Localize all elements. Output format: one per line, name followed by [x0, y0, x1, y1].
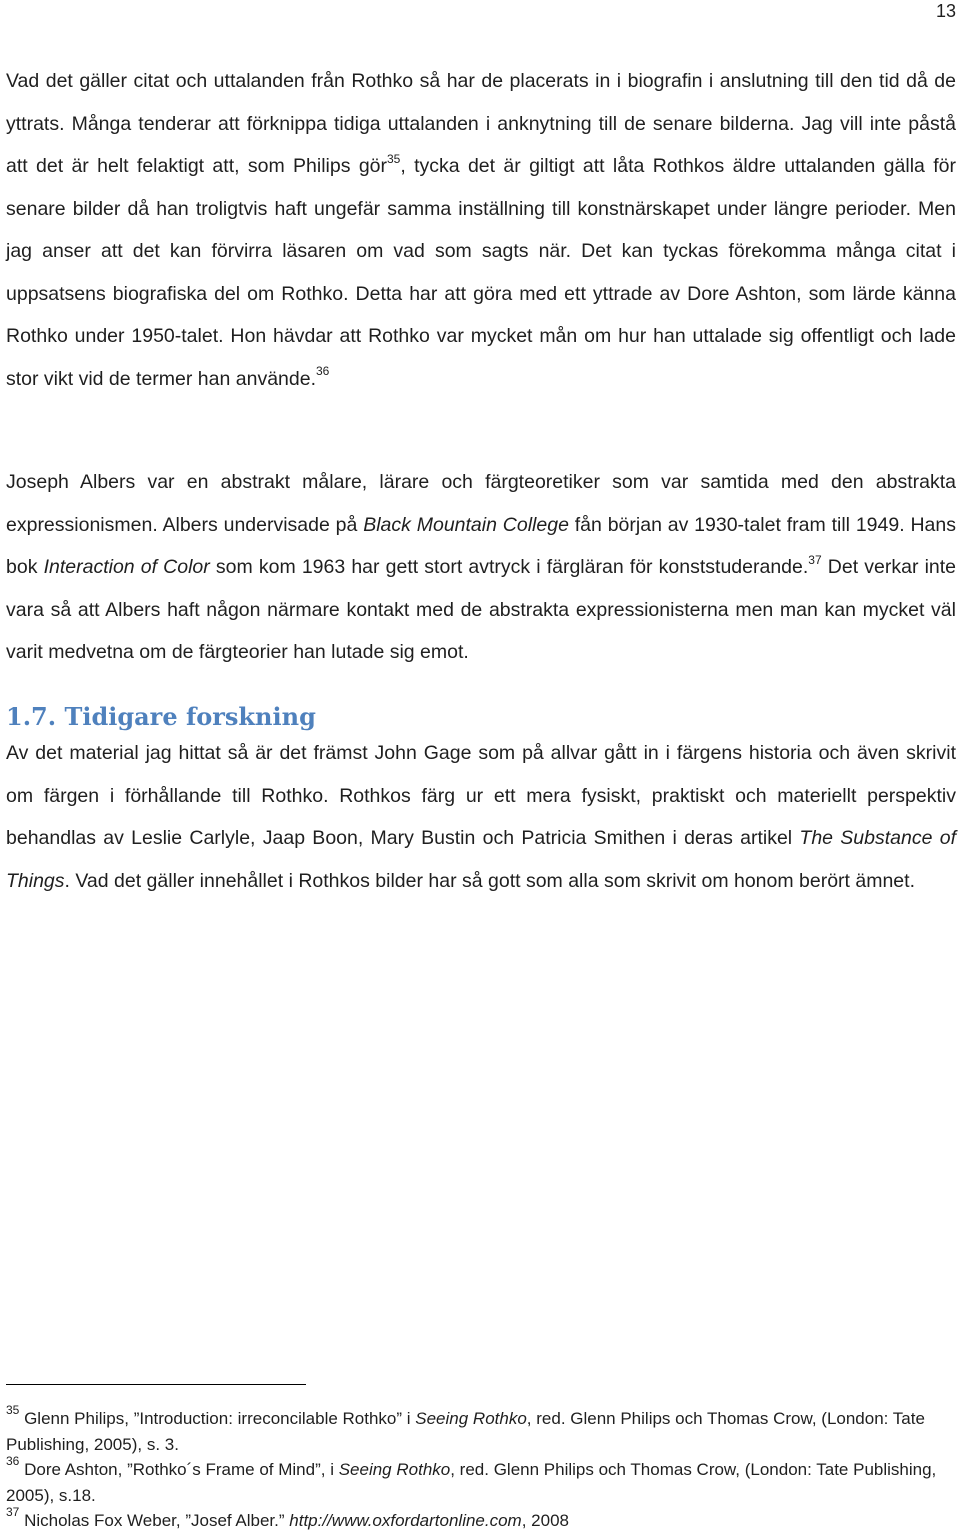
footnotes	[6, 1403, 946, 1534]
footnote-separator	[6, 1384, 306, 1385]
italic-title-interaction-of-color: Interaction of Color	[43, 556, 210, 578]
paragraph-research	[6, 732, 956, 902]
paragraph-citations	[6, 60, 956, 400]
italic-title-black-mountain: Black Mountain College	[363, 513, 569, 536]
paragraph-text: Det verkar inte vara så att Albers haft någon närmare kontakt med de abstrakta expressionisterna men man kan mycket väl varit medvetna om de färgteorier han lutade sig emot.	[6, 556, 957, 663]
footnote-link[interactable]: http://www.oxfordartonline.com	[289, 1511, 522, 1530]
footnote-text: Glenn Philips, ”Introduction: irreconcilable Rothko” i	[19, 1409, 416, 1428]
paragraph-text: Av det material jag hittat så är det främst John Gage som på allvar gått in i färgens historia och även skrivit om färgen i förhållande till Rothko. Rothkos färg ur ett mera fysiskt, praktiskt och materiellt perspektiv behandlas av Leslie Carlyle, Jaap Boon, Mary Bustin och Patricia Smithen i deras artikel	[6, 742, 956, 849]
footnote-ref-36[interactable]: 36	[316, 364, 330, 378]
footnote-text: , 2008	[521, 1511, 569, 1530]
paragraph-text: Joseph Albers var en abstrakt målare, lärare och färgteoretiker som var samtida med den abstrakta expressionismen. Albers undervisade på	[6, 471, 956, 536]
paragraph-text: Vad det gäller citat och uttalanden från Rothko så har de placerats in i biografin i anslutning till den tid då de yttrats. Många tenderar att förknippa tidiga uttalanden i anknytning till de senare bilderna. Jag vill inte påstå att det är helt felaktigt att, som Philips gör	[6, 70, 956, 177]
footnote-number: 36	[6, 1454, 20, 1469]
italic-title-substance-of-things: The Substance of Things	[6, 827, 956, 892]
footnote-italic-title: Seeing Rothko	[338, 1460, 451, 1479]
paragraph-text: fån början av 1930-talet fram till 1949. Hans bok	[6, 513, 956, 578]
page-number: 13	[935, 1, 956, 21]
footnote-text: Dore Ashton, ”Rothko´s Frame of Mind”, i	[19, 1460, 339, 1479]
footnote-ref-35[interactable]: 35	[387, 151, 401, 166]
footnote-35	[6, 1403, 946, 1457]
footnote-italic-title: Seeing Rothko	[415, 1409, 527, 1428]
paragraph-albers	[6, 461, 956, 674]
footnote-number: 35	[6, 1403, 20, 1418]
footnote-text: , red. Glenn Philips och Thomas Crow, (London: Tate Publishing, 2005), s.18.	[6, 1460, 937, 1505]
section-heading: 1.7. Tidigare forskning	[6, 702, 316, 731]
footnote-number: 37	[6, 1505, 20, 1520]
paragraph-text: som kom 1963 har gett stort avtryck i färgläran för konststuderande.	[209, 556, 809, 578]
footnote-ref-37[interactable]: 37	[808, 552, 822, 567]
footnote-36	[6, 1454, 946, 1508]
footnote-text: Nicholas Fox Weber, ”Josef Alber.”	[19, 1511, 290, 1530]
footnote-text: , red. Glenn Philips och Thomas Crow, (London: Tate Publishing, 2005), s. 3.	[6, 1409, 925, 1454]
footnote-37	[6, 1505, 946, 1534]
paragraph-text: , tycka det är giltigt att låta Rothkos äldre uttalanden gälla för senare bilder då han troligtvis haft ungefär samma inställning till konstnärskapet under längre perioder. Men jag anser att det kan förvirra läsaren om vad som sagts när. Det kan tyckas förekomma många citat i uppsatsens biografiska del om Rothko. Detta har att göra med ett yttrade av Dore Ashton, som lärde känna Rothko under 1950-talet. Hon hävdar att Rothko var mycket mån om hur han uttalade sig offentligt och lade stor vikt vid de termer han använde.	[6, 155, 956, 390]
paragraph-text: . Vad det gäller innehållet i Rothkos bilder har så gott som alla som skrivit om honom berört ämnet.	[64, 869, 915, 892]
